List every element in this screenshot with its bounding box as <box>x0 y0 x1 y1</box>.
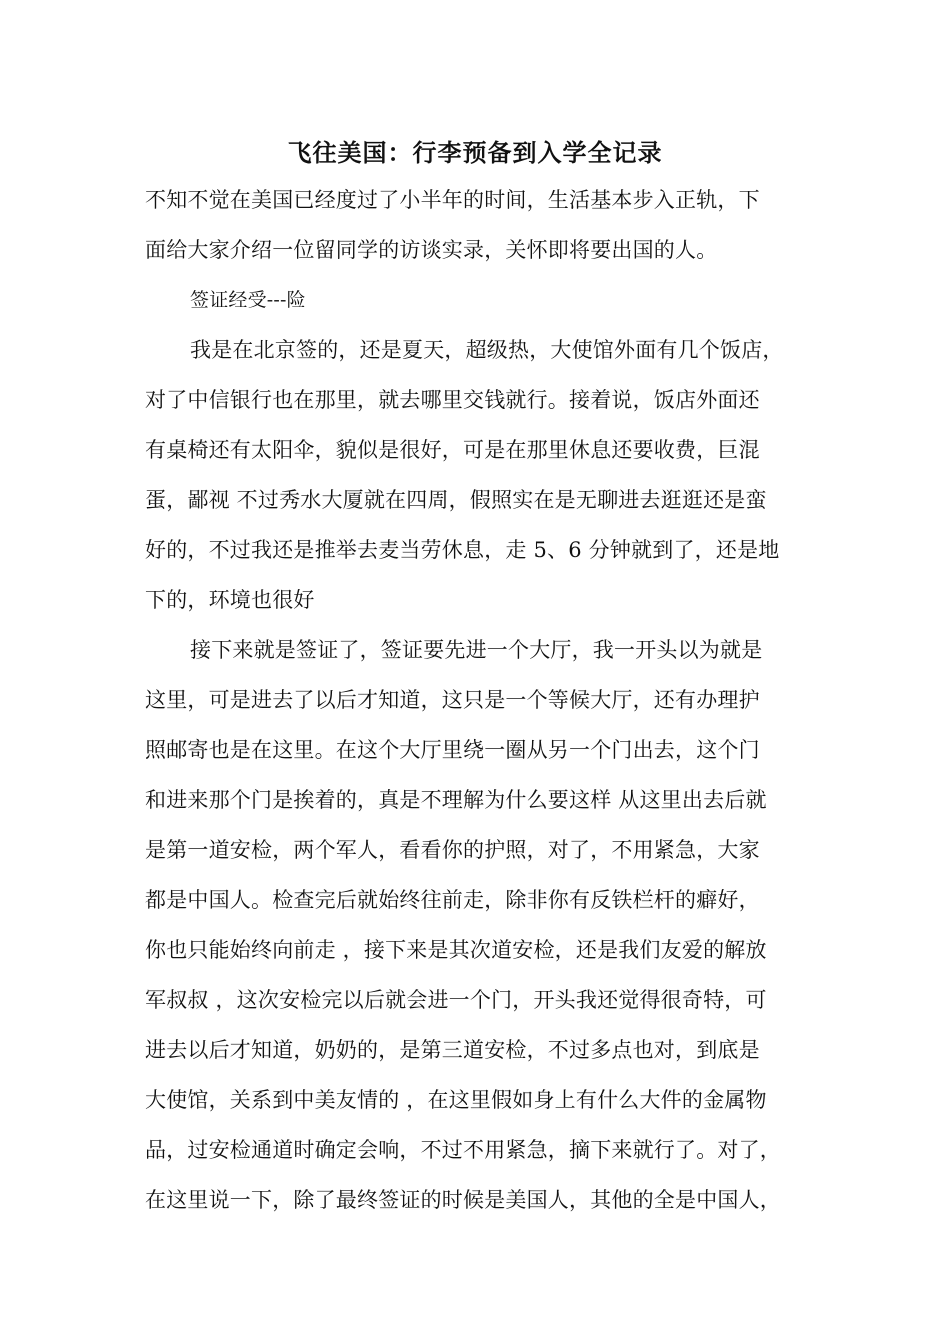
document-title: 飞往美国：行李预备到入学全记录 <box>287 138 663 167</box>
body-line: 在这里说一下，除了最终签证的时候是美国人，其他的全是中国人， <box>145 1188 781 1212</box>
body-line: 进去以后才知道，奶奶的，是第三道安检，不过多点也对，到底是 <box>145 1038 760 1062</box>
body-line: 有桌椅还有太阳伞，貌似是很好，可是在那里休息还要收费，巨混 <box>145 438 760 462</box>
body-line: 和进来那个门是挨着的，真是不理解为什么要这样 从这里出去后就 <box>145 788 767 812</box>
body-line: 品，过安检通道时确定会响，不过不用紧急，摘下来就行了。对了， <box>145 1138 781 1162</box>
body-line: 大使馆，关系到中美友情的 ，在这里假如身上有什么大件的金属物 <box>145 1088 767 1112</box>
body-line: 对了中信银行也在那里，就去哪里交钱就行。接着说，饭店外面还 <box>145 388 760 412</box>
body-line: 接下来就是签证了，签证要先进一个大厅，我一开头以为就是 <box>190 638 763 662</box>
section-heading: 签证经受---险 <box>190 289 306 311</box>
body-line: 蛋，鄙视 不过秀水大厦就在四周，假照实在是无聊进去逛逛还是蛮 <box>145 488 767 512</box>
body-line: 下的，环境也很好 <box>145 588 315 612</box>
document-body <box>145 182 815 1232</box>
body-line: 军叔叔 ，这次安检完以后就会进一个门，开头我还觉得很奇特，可 <box>145 988 767 1012</box>
body-line: 好的，不过我还是推举去麦当劳休息，走 5、6 分钟就到了，还是地 <box>145 538 780 562</box>
body-line: 这里，可是进去了以后才知道，这只是一个等候大厅，还有办理护 <box>145 688 760 712</box>
body-line: 是第一道安检，两个军人，看看你的护照，对了，不用紧急，大家 <box>145 838 760 862</box>
body-line: 你也只能始终向前走 ，接下来是其次道安检，还是我们友爱的解放 <box>145 938 767 962</box>
body-line: 不知不觉在美国已经度过了小半年的时间，生活基本步入正轨，下 <box>145 188 760 212</box>
body-line: 照邮寄也是在这里。在这个大厅里绕一圈从另一个门出去，这个门 <box>145 738 760 762</box>
body-line: 都是中国人。检查完后就始终往前走，除非你有反铁栏杆的癖好， <box>145 888 760 912</box>
body-line: 面给大家介绍一位留同学的访谈实录，关怀即将要出国的人。 <box>145 238 718 262</box>
body-line: 我是在北京签的，还是夏天，超级热，大使馆外面有几个饭店， <box>190 338 784 362</box>
